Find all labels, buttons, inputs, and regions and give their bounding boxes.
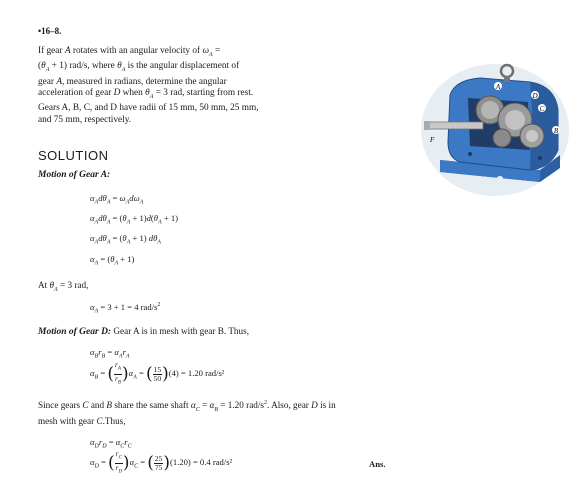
- problem-line-6: and 75 mm, respectively.: [38, 114, 132, 125]
- gear-label-b: B: [553, 127, 559, 135]
- equation-6: $\alpha_Br_B = \alpha_Ar_A$: [90, 347, 130, 360]
- gearbox-figure: [420, 50, 570, 198]
- answer-marker: Ans.: [369, 459, 386, 469]
- since-line-1: Since gears C and B share the same shaft $\alpha_C = \alpha_B = 1.20$ rad/$s^2$. Also, gear D is in: [38, 400, 336, 413]
- problem-line-4: acceleration of gear D when $\theta_A = 3$ rad, starting from rest.: [38, 87, 254, 100]
- problem-line-3: gear A, measured in radians, determine the angular: [38, 76, 227, 87]
- fraction-75: 75: [154, 462, 163, 472]
- equation-7-result: (4) = 1.20 rad/s²: [168, 367, 225, 378]
- gear-label-d: D: [532, 92, 538, 100]
- problem-number: •16–8.: [38, 26, 62, 36]
- problem-line-5: Gears A, B, C, and D have radii of 15 mm, 50 mm, 25 mm,: [38, 103, 259, 114]
- fraction-25: 25: [154, 453, 163, 463]
- problem-line-2: $(\theta_A + 1)$ rad/s, where $\theta_A$ is the angular displacement of: [38, 61, 240, 74]
- equation-9: $\alpha_D$ = ( $\frac{r_C}{r_D}$ )$\alpha_C$ = ( $\frac{25}{75}$ )(1.20) = 0.4 rad/s²: [90, 449, 233, 474]
- problem-statement: [38, 46, 296, 126]
- gear-d-heading: Motion of Gear D:: [38, 327, 112, 337]
- gear-d-paragraph: [38, 326, 249, 338]
- gear-d-text: Gear A is in mesh with gear B. Thus,: [111, 326, 249, 336]
- gear-a-heading: Motion of Gear A:: [38, 170, 111, 180]
- problem-line-1: If gear A rotates with an angular velocity of $\omega_A$ =: [38, 46, 221, 58]
- since-paragraph: [38, 398, 568, 428]
- since-line-2: mesh with gear C.Thus,: [38, 416, 126, 427]
- equation-8: $\alpha_Dr_D = \alpha_Cr_C$: [90, 437, 132, 450]
- equation-1: $\alpha_Ad\theta_A = \omega_Ad\omega_A$: [90, 193, 144, 206]
- gear-label-c: C: [539, 105, 545, 113]
- equation-9-result: (1.20) = 0.4 rad/s²: [170, 456, 233, 467]
- equation-3: $\alpha_Ad\theta_A = (\theta_A + 1)$ $d\theta_A$: [90, 233, 161, 246]
- at-theta-text: At $\theta_A = 3$ rad,: [38, 280, 89, 293]
- fraction-15: 15: [153, 364, 162, 374]
- shaft-label-f: F: [430, 136, 435, 144]
- equation-4: $\alpha_A = (\theta_A + 1)$: [90, 254, 135, 267]
- equation-7: $\alpha_B$ = ( $\frac{r_A}{r_B}$ )$\alpha_A$ = ( $\frac{15}{50}$ )(4) = 1.20 rad/s²: [90, 360, 225, 385]
- fraction-50: 50: [153, 373, 162, 383]
- gear-label-a: A: [495, 83, 501, 91]
- equation-5: $\alpha_A = 3 + 1 = 4$ rad/$s^2$: [90, 302, 161, 315]
- solution-heading: SOLUTION: [38, 148, 109, 163]
- equation-2: $\alpha_Ad\theta_A = (\theta_A + 1)d(\theta_A + 1)$: [90, 213, 179, 226]
